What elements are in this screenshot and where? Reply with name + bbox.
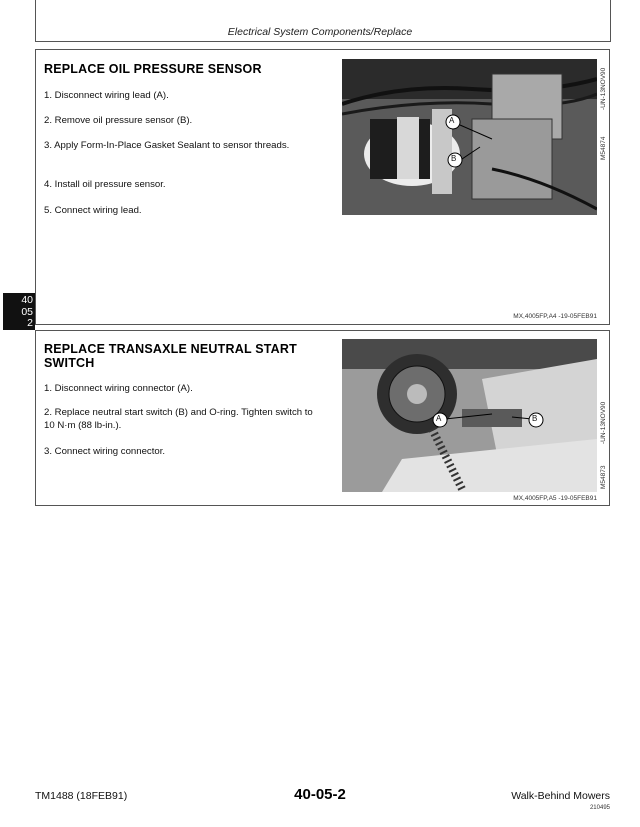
step-item: 1. Disconnect wiring connector (A).	[44, 383, 193, 394]
callout-a: A	[449, 116, 455, 125]
callout-b: B	[532, 414, 538, 423]
section-tab	[3, 293, 35, 330]
footer-product: Walk-Behind Mowers	[511, 790, 610, 802]
footer-manual: TM1488 (18FEB91)	[35, 790, 128, 802]
header-rule	[35, 41, 611, 42]
callout-b: B	[451, 154, 457, 163]
oil-sensor-illustration	[342, 59, 597, 215]
reference-code: MX,4005FP,A4 -19-05FEB91	[513, 313, 597, 320]
footer-code: 210495	[589, 805, 610, 811]
section-title: REPLACE TRANSAXLE NEUTRAL START SWITCH	[44, 342, 297, 370]
neutral-switch-photo	[342, 339, 597, 492]
page-header: Electrical System Components/Replace	[227, 26, 413, 38]
section-tab-line: 05	[21, 305, 33, 318]
step-item: 2. Remove oil pressure sensor (B).	[44, 115, 193, 126]
neutral-switch-illustration	[342, 339, 597, 492]
callout-a: A	[436, 414, 442, 423]
figure-date-code: -UN-13NOV90	[600, 67, 607, 110]
step-item: 3. Connect wiring connector.	[44, 446, 166, 457]
section-tab-line: 40	[21, 294, 33, 306]
oil-sensor-photo	[342, 59, 597, 215]
reference-code: MX,4005FP,A5 -19-05FEB91	[513, 495, 597, 502]
figure-id: M54873	[600, 465, 607, 489]
section-title: REPLACE OIL PRESSURE SENSOR	[44, 62, 262, 76]
step-item: 5. Connect wiring lead.	[44, 205, 142, 216]
step-item: 1. Disconnect wiring lead (A).	[44, 90, 169, 101]
footer-page-number: 40-05-2	[294, 786, 346, 803]
section-tab-line: 2	[27, 317, 33, 329]
step-item: 4. Install oil pressure sensor.	[44, 179, 166, 190]
section-oil-pressure-sensor	[35, 49, 610, 325]
figure-id: M54874	[600, 136, 607, 160]
section-neutral-start-switch	[35, 330, 610, 506]
step-item: 3. Apply Form-In-Place Gasket Sealant to sensor threads.	[44, 140, 290, 151]
step-item: 2. Replace neutral start switch (B) and O-ring. Tighten switch to 10 N·m (88 lb-in.).	[44, 407, 313, 431]
figure-date-code: -UN-13NOV90	[600, 401, 607, 444]
